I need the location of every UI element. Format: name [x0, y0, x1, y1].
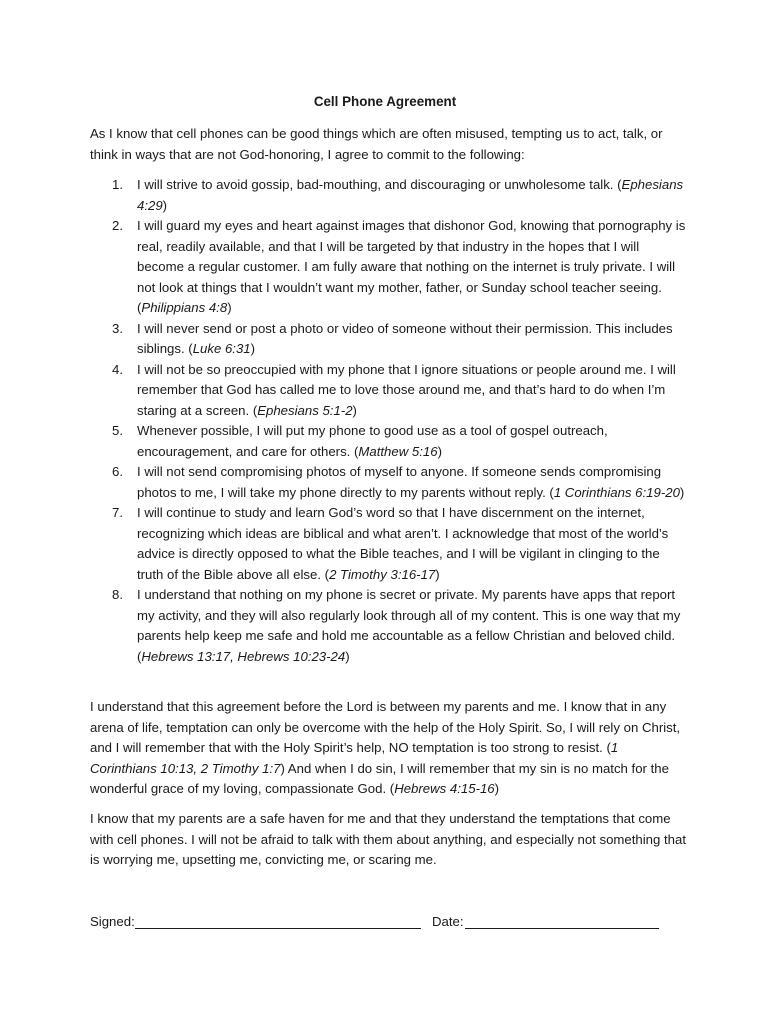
paragraph-text: ) And when I do sin, I will remember that my sin is no match for the wonderful grace of my loving, compassionate God. (: [90, 760, 669, 796]
list-item: [90, 421, 686, 462]
list-item: [90, 319, 686, 360]
list-item-number: 6.: [112, 464, 123, 479]
closing-paren: ): [679, 484, 685, 500]
scripture-reference: 1 Corinthians 10:13, 2 Timothy 1:7: [90, 740, 619, 776]
date-label: Date:: [432, 914, 464, 929]
list-item: [90, 585, 686, 667]
list-item-number: 5.: [112, 423, 123, 438]
closing-paren: ): [227, 300, 232, 315]
list-item-number: 8.: [112, 587, 123, 602]
list-item: [90, 216, 686, 319]
closing-paren: ): [494, 781, 500, 796]
scripture-reference: Hebrews 4:15-16: [394, 781, 495, 796]
closing-paren: ): [162, 197, 168, 213]
list-item: [90, 360, 686, 422]
list-item-text: I will guard my eyes and heart against images that dishonor God, knowing that pornography is real, readily available, and that I will be targeted by that industry in the hopes that I will become a regular customer. I am fully aware that nothing on the internet is truly private. I will not look at things that I wouldn’t want my mother, father, or Sunday school teacher seeing. (: [137, 218, 686, 315]
closing-paren: ): [435, 566, 440, 582]
list-item-number: 2.: [112, 218, 123, 233]
list-item-text: I will never send or post a photo or video of someone without their permission. This includes siblings. (: [137, 320, 673, 356]
signature-row: [90, 912, 690, 934]
scripture-reference: Ephesians 5:1-2: [257, 402, 353, 418]
date-line[interactable]: [465, 928, 659, 929]
list-item: [90, 462, 686, 503]
safe-haven-paragraph: I know that my parents are a safe haven for me and that they understand the temptations that come with cell phones. I will not be afraid to talk with them about anything, and especially not something that is worrying me, upsetting me, convicting me, or scaring me.: [90, 811, 686, 867]
list-item-number: 3.: [112, 320, 123, 336]
closing-paren: ): [345, 648, 350, 664]
list-item-number: 7.: [112, 505, 123, 520]
list-item-text: I will continue to study and learn God’s word so that I have discernment on the internet, recognizing which ideas are biblical and what aren’t. I acknowledge that most of the world’s advice is directly opposed to what the Bible teaches, and I will be vigilant in clinging to the truth of the Bible above all else. (: [137, 505, 669, 582]
scripture-reference: Ephesians 4:29: [137, 177, 684, 213]
list-item-number: 1.: [112, 177, 123, 192]
signature-line[interactable]: [135, 928, 421, 929]
document-title: Cell Phone Agreement: [313, 94, 457, 109]
intro-paragraph: As I know that cell phones can be good things which are often misused, tempting us to act, talk, or think in ways that are not God-honoring, I agree to commit to the following:: [90, 126, 663, 162]
scripture-reference: Philippians 4:8: [141, 300, 228, 315]
list-item-text: I will not send compromising photos of myself to anyone. If someone sends compromising photos to me, I will take my phone directly to my parents without reply. (: [137, 464, 662, 500]
closing-paren: ): [352, 402, 357, 418]
list-item-text: I understand that nothing on my phone is secret or private. My parents have apps that report my activity, and they will also regularly look through all of my content. This is one way that my parents help keep me safe and hold me accountable as a fellow Christian and beloved child. (: [137, 587, 681, 664]
scripture-reference: 2 Timothy 3:16-17: [329, 566, 436, 582]
closing-paren: ): [250, 341, 256, 356]
scripture-reference: Hebrews 13:17, Hebrews 10:23-24: [141, 648, 346, 664]
paragraph-text: I understand that this agreement before the Lord is between my parents and me. I know that in any arena of life, temptation can only be overcome with the help of the Holy Spirit. So, I will rely on Christ, and I will remember that with the Holy Spirit’s help, NO temptation is too strong to resist. (: [90, 699, 681, 755]
scripture-reference: Matthew 5:16: [358, 443, 438, 459]
list-item-text: I will not be so preoccupied with my phone that I ignore situations or people around me. I will remember that God has called me to love those around me, and that’s hard to do when I’m staring at a screen. (: [137, 361, 676, 418]
closing-paren: ): [437, 443, 442, 459]
scripture-reference: Luke 6:31: [192, 341, 251, 356]
scripture-reference: 1 Corinthians 6:19-20: [553, 484, 680, 500]
understanding-paragraph: [90, 697, 686, 800]
list-item-text: I will strive to avoid gossip, bad-mouthing, and discouraging or unwholesome talk. (: [137, 177, 622, 192]
list-item: [90, 503, 686, 585]
list-item-text: Whenever possible, I will put my phone to good use as a tool of gospel outreach, encouragement, and care for others. (: [137, 423, 608, 459]
list-item: [90, 175, 686, 216]
signed-label: Signed:: [90, 914, 135, 929]
list-item-number: 4.: [112, 361, 123, 377]
commitment-list: [90, 175, 686, 667]
